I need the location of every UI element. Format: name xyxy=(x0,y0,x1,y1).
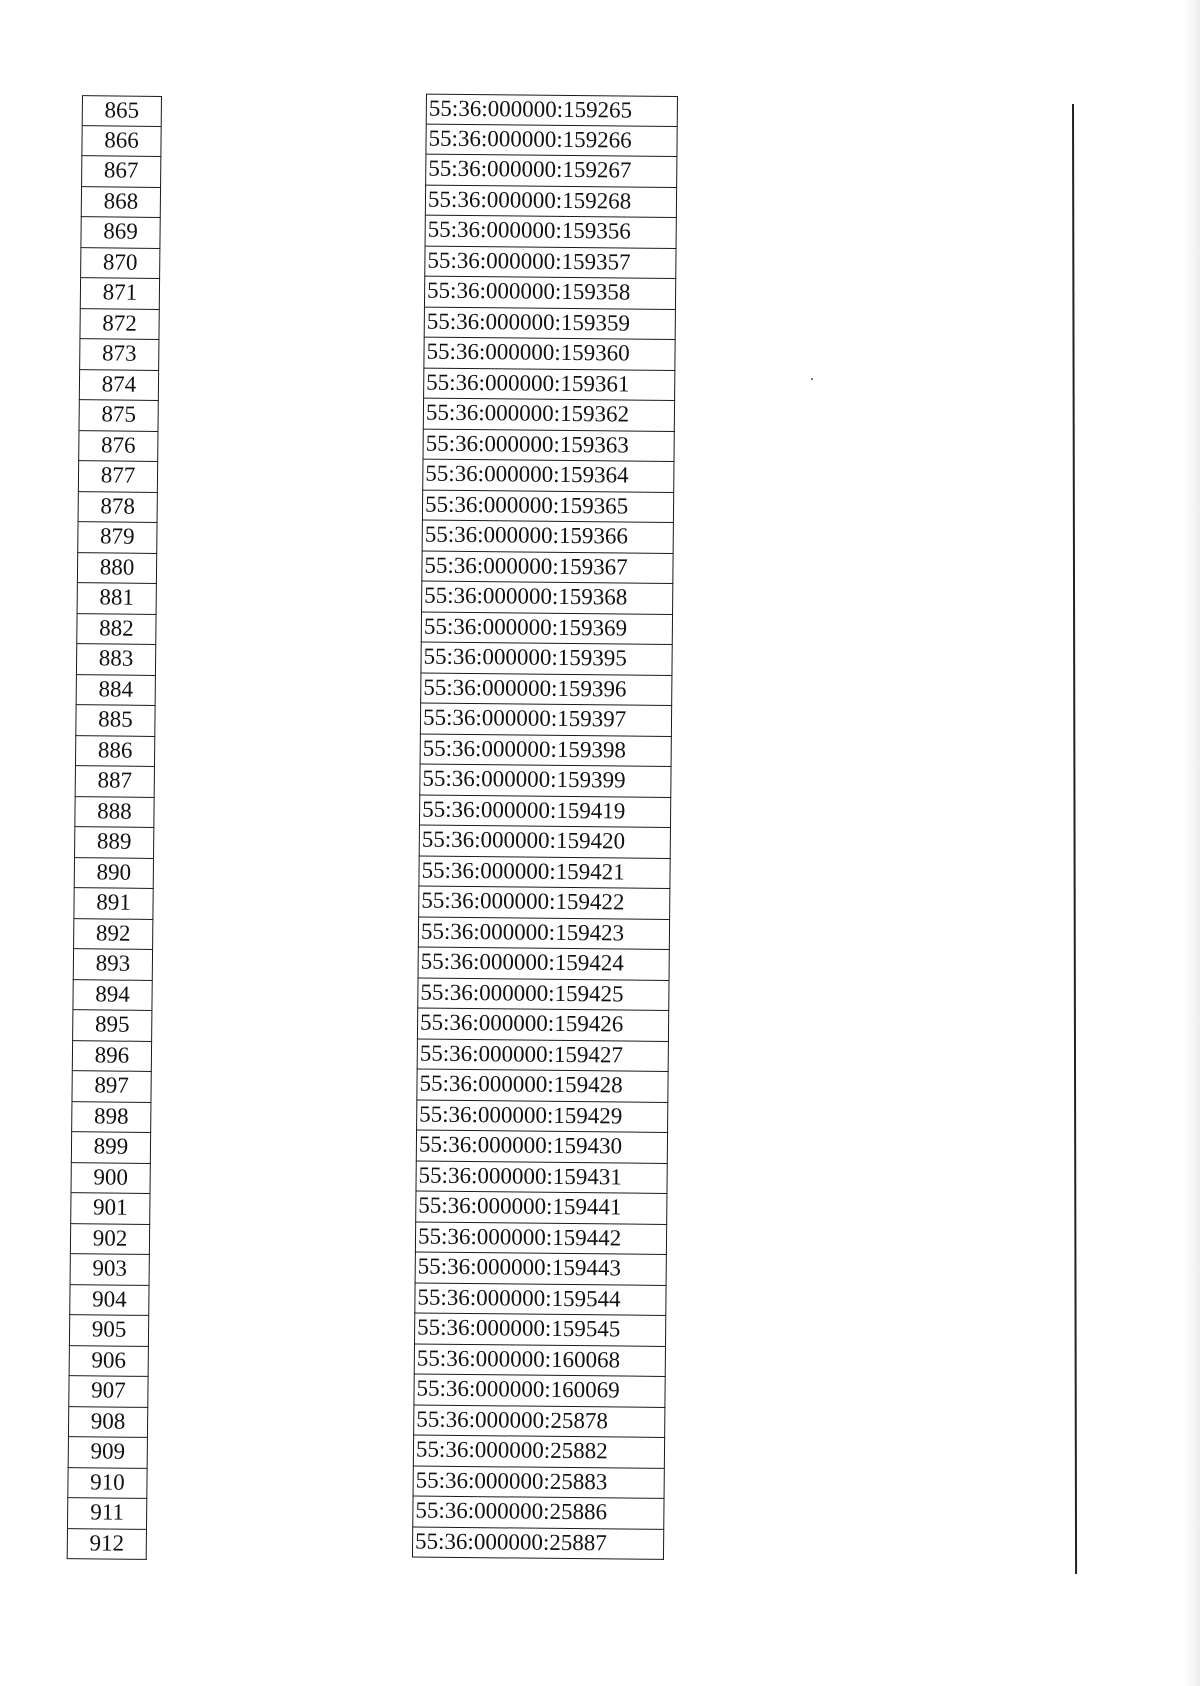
row-number-cell: 897 xyxy=(71,1071,151,1102)
cadastral-number-cell: 55:36:000000:159427 xyxy=(417,1039,669,1072)
row-number-cell: 905 xyxy=(69,1315,149,1346)
cadastral-number-cell: 55:36:000000:159267 xyxy=(425,155,677,188)
row-number-cell: 872 xyxy=(79,309,159,340)
cadastral-number-cell: 55:36:000000:25878 xyxy=(413,1405,665,1438)
row-number-column xyxy=(67,95,162,1560)
cadastral-number-cell: 55:36:000000:159366 xyxy=(422,521,674,554)
row-number-cell: 907 xyxy=(68,1376,148,1407)
row-number-cell: 881 xyxy=(77,583,157,614)
cadastral-number-cell: 55:36:000000:159398 xyxy=(420,734,672,767)
row-number-cell: 865 xyxy=(82,95,162,126)
row-number-cell: 893 xyxy=(73,949,153,980)
cadastral-number-cell: 55:36:000000:159430 xyxy=(416,1131,668,1164)
cadastral-number-cell: 55:36:000000:159358 xyxy=(424,277,676,310)
cadastral-number-cell: 55:36:000000:25886 xyxy=(412,1497,664,1530)
row-number-cell: 870 xyxy=(80,248,160,279)
row-number-cell: 866 xyxy=(81,126,161,157)
row-number-cell: 878 xyxy=(78,492,158,523)
cadastral-number-cell: 55:36:000000:159361 xyxy=(423,368,675,401)
row-number-cell: 876 xyxy=(78,431,158,462)
row-number-cell: 900 xyxy=(71,1163,151,1194)
cadastral-number-cell: 55:36:000000:159422 xyxy=(418,887,670,920)
cadastral-number-cell: 55:36:000000:159443 xyxy=(415,1253,667,1286)
row-number-cell: 867 xyxy=(81,156,161,187)
cadastral-number-cell: 55:36:000000:159425 xyxy=(417,978,669,1011)
cadastral-number-cell: 55:36:000000:159442 xyxy=(415,1222,667,1255)
row-number-cell: 902 xyxy=(70,1224,150,1255)
cadastral-number-cell: 55:36:000000:159360 xyxy=(423,338,675,371)
cadastral-number-cell: 55:36:000000:159428 xyxy=(416,1070,668,1103)
row-number-cell: 912 xyxy=(67,1529,147,1560)
row-number-cell: 877 xyxy=(78,461,158,492)
row-number-cell: 903 xyxy=(70,1254,150,1285)
row-number-cell: 896 xyxy=(72,1041,152,1072)
cadastral-number-cell: 55:36:000000:159365 xyxy=(422,490,674,523)
cadastral-number-cell: 55:36:000000:159421 xyxy=(418,856,670,889)
cadastral-number-cell: 55:36:000000:159265 xyxy=(426,94,678,127)
row-number-cell: 894 xyxy=(72,980,152,1011)
cadastral-number-cell: 55:36:000000:25887 xyxy=(412,1527,664,1560)
cadastral-number-cell: 55:36:000000:159419 xyxy=(419,795,671,828)
cadastral-number-cell: 55:36:000000:159420 xyxy=(419,826,671,859)
row-number-cell: 904 xyxy=(69,1285,149,1316)
scan-page-edge xyxy=(1184,0,1200,1686)
cadastral-number-cell: 55:36:000000:159431 xyxy=(415,1161,667,1194)
row-number-cell: 883 xyxy=(76,644,156,675)
cadastral-number-cell: 55:36:000000:159399 xyxy=(419,765,671,798)
row-number-cell: 875 xyxy=(78,400,158,431)
cadastral-number-cell: 55:36:000000:159362 xyxy=(423,399,675,432)
row-number-cell: 888 xyxy=(74,797,154,828)
row-number-cell: 887 xyxy=(75,766,155,797)
cadastral-number-cell: 55:36:000000:25883 xyxy=(413,1466,665,1499)
cadastral-number-cell: 55:36:000000:159357 xyxy=(424,246,676,279)
row-number-cell: 889 xyxy=(74,827,154,858)
cadastral-number-cell: 55:36:000000:159363 xyxy=(422,429,674,462)
cadastral-number-cell: 55:36:000000:159364 xyxy=(422,460,674,493)
cadastral-number-cell: 55:36:000000:159397 xyxy=(420,704,672,737)
row-number-cell: 892 xyxy=(73,919,153,950)
cadastral-number-cell: 55:36:000000:159268 xyxy=(425,185,677,218)
cadastral-number-cell: 55:36:000000:159423 xyxy=(418,917,670,950)
cadastral-number-cell: 55:36:000000:159369 xyxy=(421,612,673,645)
row-number-cell: 874 xyxy=(79,370,159,401)
cadastral-number-cell: 55:36:000000:159424 xyxy=(418,948,670,981)
row-number-cell: 880 xyxy=(77,553,157,584)
row-number-cell: 884 xyxy=(76,675,156,706)
row-number-cell: 898 xyxy=(71,1102,151,1133)
cadastral-number-cell: 55:36:000000:159395 xyxy=(420,643,672,676)
cadastral-number-cell: 55:36:000000:159266 xyxy=(425,124,677,157)
row-number-cell: 886 xyxy=(75,736,155,767)
row-number-cell: 871 xyxy=(80,278,160,309)
cadastral-number-cell: 55:36:000000:159396 xyxy=(420,673,672,706)
cadastral-number-cell: 55:36:000000:159545 xyxy=(414,1314,666,1347)
row-number-cell: 899 xyxy=(71,1132,151,1163)
row-number-cell: 882 xyxy=(76,614,156,645)
row-number-cell: 909 xyxy=(68,1437,148,1468)
row-number-cell: 891 xyxy=(73,888,153,919)
row-number-cell: 879 xyxy=(77,522,157,553)
cadastral-number-cell: 55:36:000000:160068 xyxy=(414,1344,666,1377)
cadastral-number-cell: 55:36:000000:159426 xyxy=(417,1009,669,1042)
row-number-cell: 911 xyxy=(67,1498,147,1529)
row-number-cell: 895 xyxy=(72,1010,152,1041)
cadastral-number-cell: 55:36:000000:25882 xyxy=(413,1436,665,1469)
row-number-cell: 906 xyxy=(69,1346,149,1377)
row-number-cell: 873 xyxy=(79,339,159,370)
row-number-cell: 890 xyxy=(74,858,154,889)
row-number-cell: 910 xyxy=(67,1468,147,1499)
row-number-cell: 868 xyxy=(81,187,161,218)
cadastral-number-cell: 55:36:000000:159356 xyxy=(425,216,677,249)
cadastral-number-cell: 55:36:000000:159429 xyxy=(416,1100,668,1133)
cadastral-number-cell: 55:36:000000:159359 xyxy=(424,307,676,340)
row-number-cell: 908 xyxy=(68,1407,148,1438)
cadastral-number-cell: 55:36:000000:159544 xyxy=(414,1283,666,1316)
right-border-line xyxy=(1072,104,1077,1574)
row-number-cell: 901 xyxy=(70,1193,150,1224)
cadastral-number-column xyxy=(412,94,678,1560)
cadastral-number-cell: 55:36:000000:160069 xyxy=(413,1375,665,1408)
scan-speck xyxy=(811,378,813,380)
cadastral-number-cell: 55:36:000000:159441 xyxy=(415,1192,667,1225)
cadastral-number-cell: 55:36:000000:159368 xyxy=(421,582,673,615)
row-number-cell: 869 xyxy=(80,217,160,248)
row-number-cell: 885 xyxy=(75,705,155,736)
cadastral-number-cell: 55:36:000000:159367 xyxy=(421,551,673,584)
